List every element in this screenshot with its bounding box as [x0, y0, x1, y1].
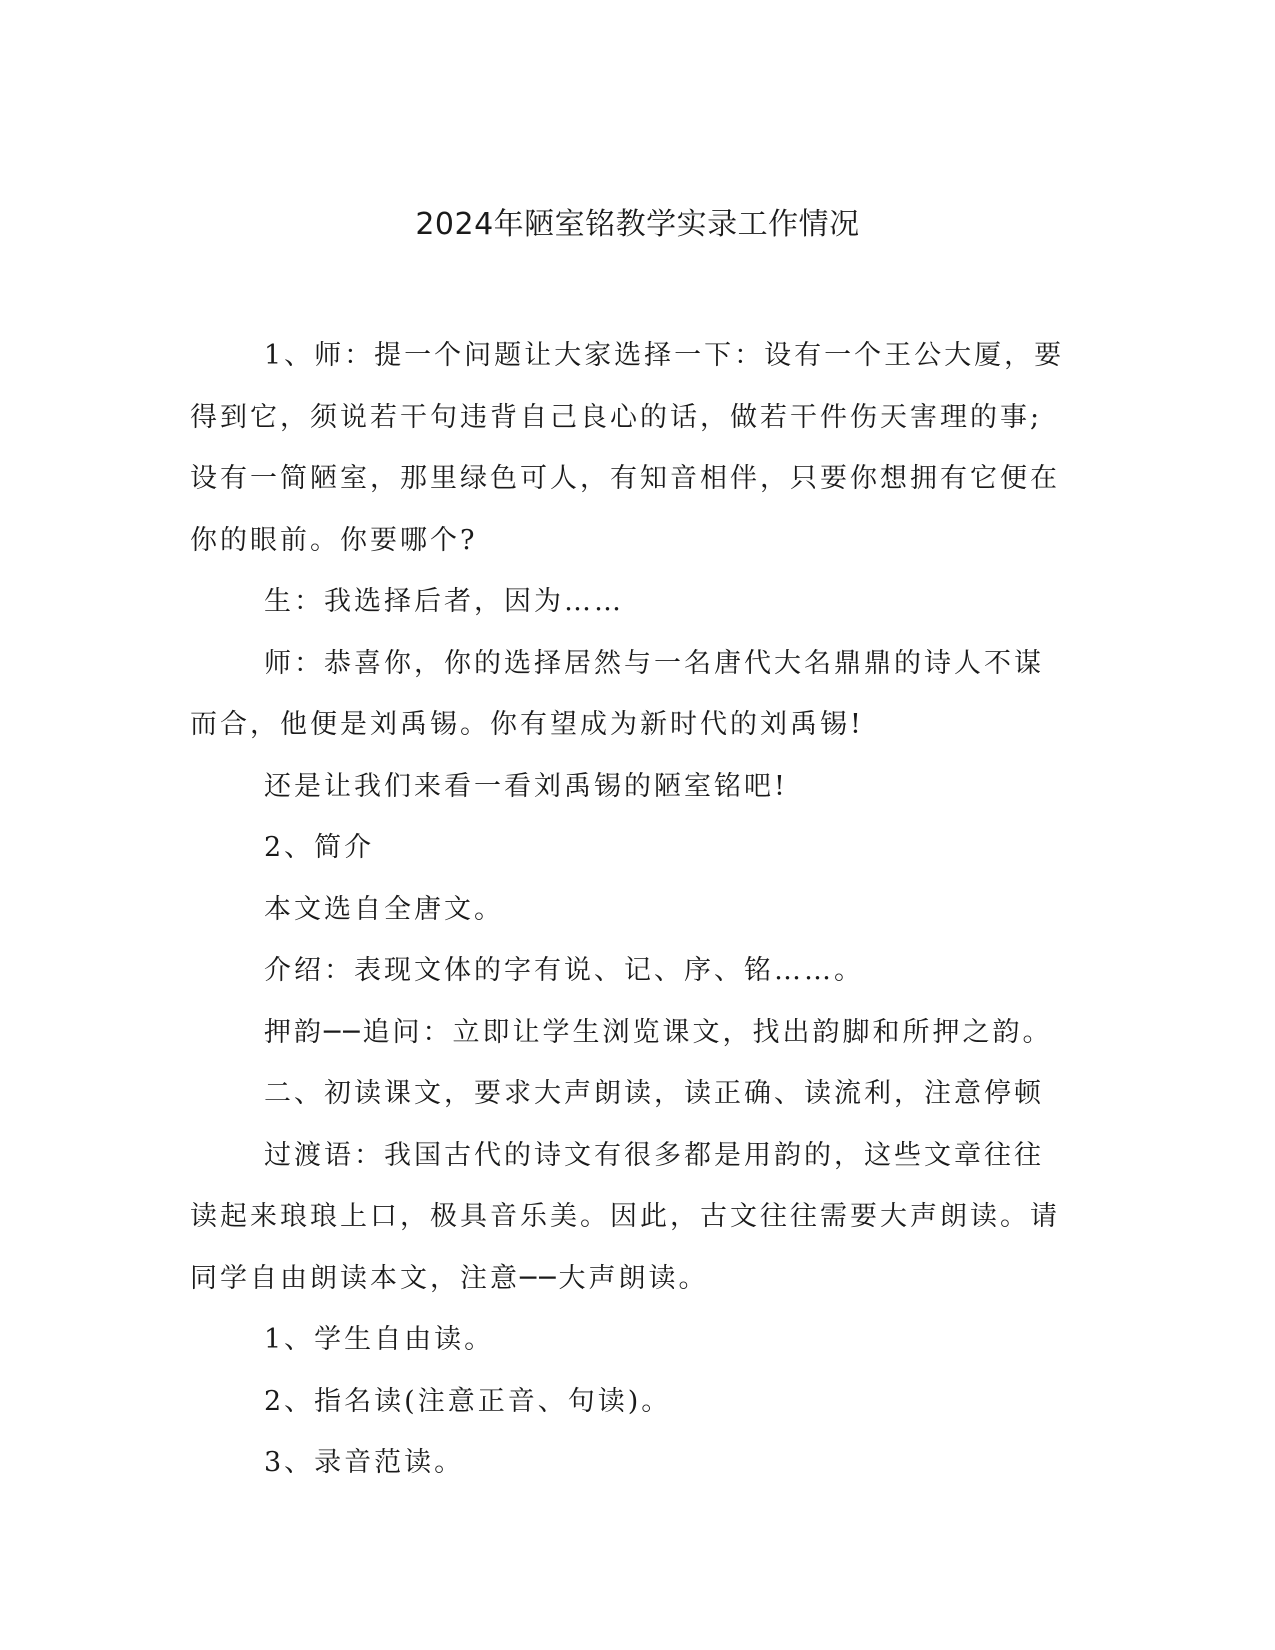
paragraph-source: 本文选自全唐文。	[264, 893, 504, 925]
paragraph-step-2: 2、指名读(注意正音、句读)。	[264, 1385, 672, 1417]
paragraph-student-answer: 生：我选择后者，因为……	[264, 586, 624, 617]
document-title: 2024年陋室铭教学实录工作情况	[415, 207, 860, 242]
paragraph-teacher-reply: 师：恭喜你，你的选择居然与一名唐代大名鼎鼎的诗人不谋而合，他便是刘禹锡。你有望成为新时代的刘禹锡!	[190, 647, 1044, 740]
paragraph-genre: 介绍：表现文体的字有说、记、序、铭……。	[264, 955, 864, 986]
document-body	[190, 325, 1070, 1494]
paragraph-step-1: 1、学生自由读。	[264, 1324, 495, 1355]
paragraph-intro-heading: 2、简介	[264, 832, 375, 863]
paragraph-transition: 还是让我们来看一看刘禹锡的陋室铭吧!	[264, 770, 788, 802]
paragraph-question: 1、师：提一个问题让大家选择一下：设有一个王公大厦，要得到它，须说若干句违背自己良心的话，做若干件伤天害理的事;设有一简陋室，那里绿色可人，有知音相伴，只要你想拥有它便在你的眼前。你要哪个?	[190, 340, 1065, 556]
paragraph-step-3: 3、录音范读。	[264, 1447, 465, 1478]
paragraph-section-two: 二、初读课文，要求大声朗读，读正确、读流利，注意停顿	[264, 1078, 1044, 1109]
paragraph-transition-speech: 过渡语：我国古代的诗文有很多都是用韵的，这些文章往往读起来琅琅上口，极具音乐美。因此，古文往往需要大声朗读。请同学自由朗读本文，注意──大声朗读。	[190, 1139, 1060, 1294]
paragraph-rhyme: 押韵──追问：立即让学生浏览课文，找出韵脚和所押之韵。	[264, 1016, 1053, 1048]
